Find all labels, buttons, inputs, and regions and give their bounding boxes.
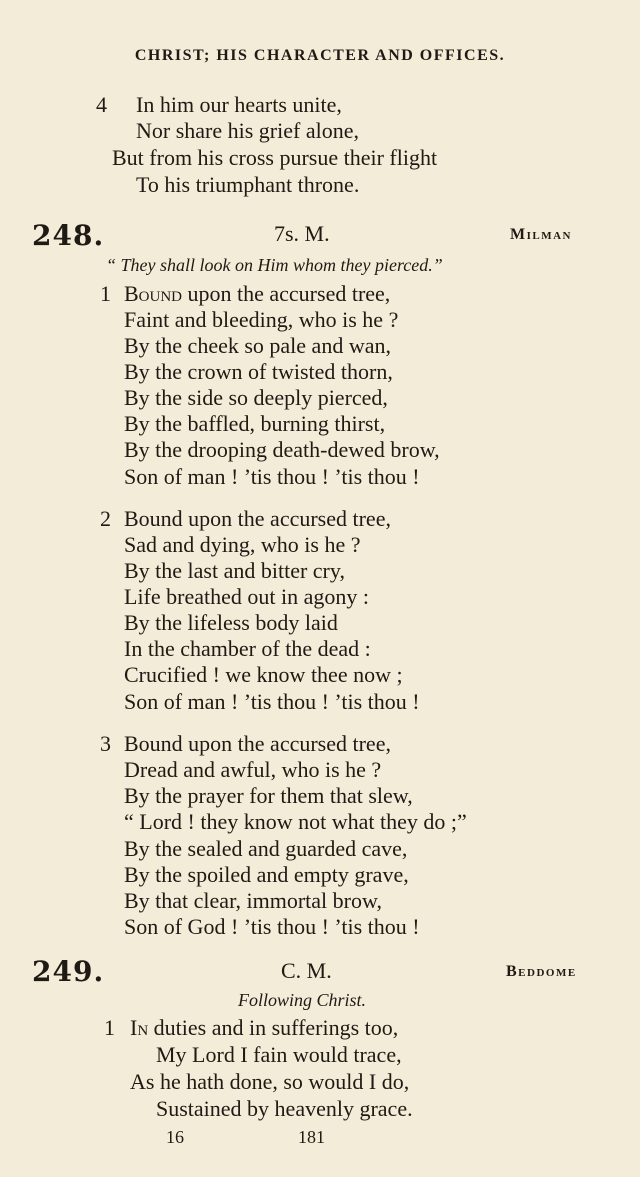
verse-line: By the lifeless body laid	[124, 610, 338, 635]
verse-line: By the cheek so pale and wan,	[124, 333, 391, 358]
verse-line: By the last and bitter cry,	[124, 558, 345, 583]
verse-line: Bound upon the accursed tree,	[124, 731, 391, 756]
verse-line: To his triumphant throne.	[136, 172, 360, 197]
verse-line-rest: duties and in sufferings too,	[148, 1015, 399, 1040]
stanza-number: 1	[100, 281, 111, 306]
verse-line: By the spoiled and empty grave,	[124, 862, 409, 887]
verse-line: Dread and awful, who is he ?	[124, 757, 382, 782]
verse-line: Bound upon the accursed tree,	[124, 506, 391, 531]
verse-line: By the sealed and guarded cave,	[124, 836, 408, 861]
verse-line: In the chamber of the dead :	[124, 636, 371, 661]
verse-line: My Lord I fain would trace,	[156, 1042, 402, 1067]
verse-line: By the drooping death-dewed brow,	[124, 437, 440, 462]
verse-line: By the prayer for them that slew,	[124, 783, 413, 808]
hymn-author: Beddome	[506, 963, 577, 980]
stanza-number: 4	[96, 92, 107, 117]
hymn-author: Milman	[510, 226, 572, 243]
verse-line: Life breathed out in agony :	[124, 584, 369, 609]
verse-line	[130, 1015, 398, 1041]
verse-line: Son of man ! ’tis thou ! ’tis thou !	[124, 464, 420, 489]
verse-line	[124, 281, 390, 307]
verse-line: But from his cross pursue their flight	[112, 145, 438, 170]
running-head: CHRIST; HIS CHARACTER AND OFFICES.	[134, 47, 506, 64]
verse-line: Son of God ! ’tis thou ! ’tis thou !	[124, 914, 420, 939]
verse-line: By the baffled, burning thirst,	[124, 411, 386, 436]
verse-line: Sustained by heavenly grace.	[156, 1096, 413, 1121]
verse-line-rest: upon the accursed tree,	[182, 281, 391, 306]
page-number: 181	[298, 1127, 325, 1147]
stanza-number: 3	[100, 731, 111, 756]
hymn-meter: C. M.	[281, 958, 332, 983]
verse-line: Crucified ! we know thee now ;	[124, 662, 403, 687]
hymn-epigraph: Following Christ.	[238, 990, 367, 1010]
stanza-number: 1	[104, 1015, 115, 1040]
hymn-epigraph: “ They shall look on Him whom they pierced.”	[106, 255, 443, 275]
verse-line: In him our hearts unite,	[136, 92, 342, 117]
verse-line: By that clear, immortal brow,	[124, 888, 382, 913]
verse-line: By the crown of twisted thorn,	[124, 359, 393, 384]
hymn-number: 249.	[32, 955, 105, 988]
stanza-number: 2	[100, 506, 111, 531]
signature-mark: 16	[166, 1127, 184, 1147]
verse-line: “ Lord ! they know not what they do ;”	[124, 809, 467, 834]
verse-line: Sad and dying, who is he ?	[124, 532, 361, 557]
drop-word: Bound	[124, 281, 183, 306]
drop-word: In	[130, 1015, 149, 1040]
verse-line: Nor share his grief alone,	[136, 118, 359, 143]
hymn-number: 248.	[32, 219, 105, 252]
verse-line: Son of man ! ’tis thou ! ’tis thou !	[124, 689, 420, 714]
verse-line: Faint and bleeding, who is he ?	[124, 307, 399, 332]
verse-line: By the side so deeply pierced,	[124, 385, 388, 410]
verse-line: As he hath done, so would I do,	[130, 1069, 410, 1094]
hymn-meter: 7s. M.	[274, 221, 330, 246]
